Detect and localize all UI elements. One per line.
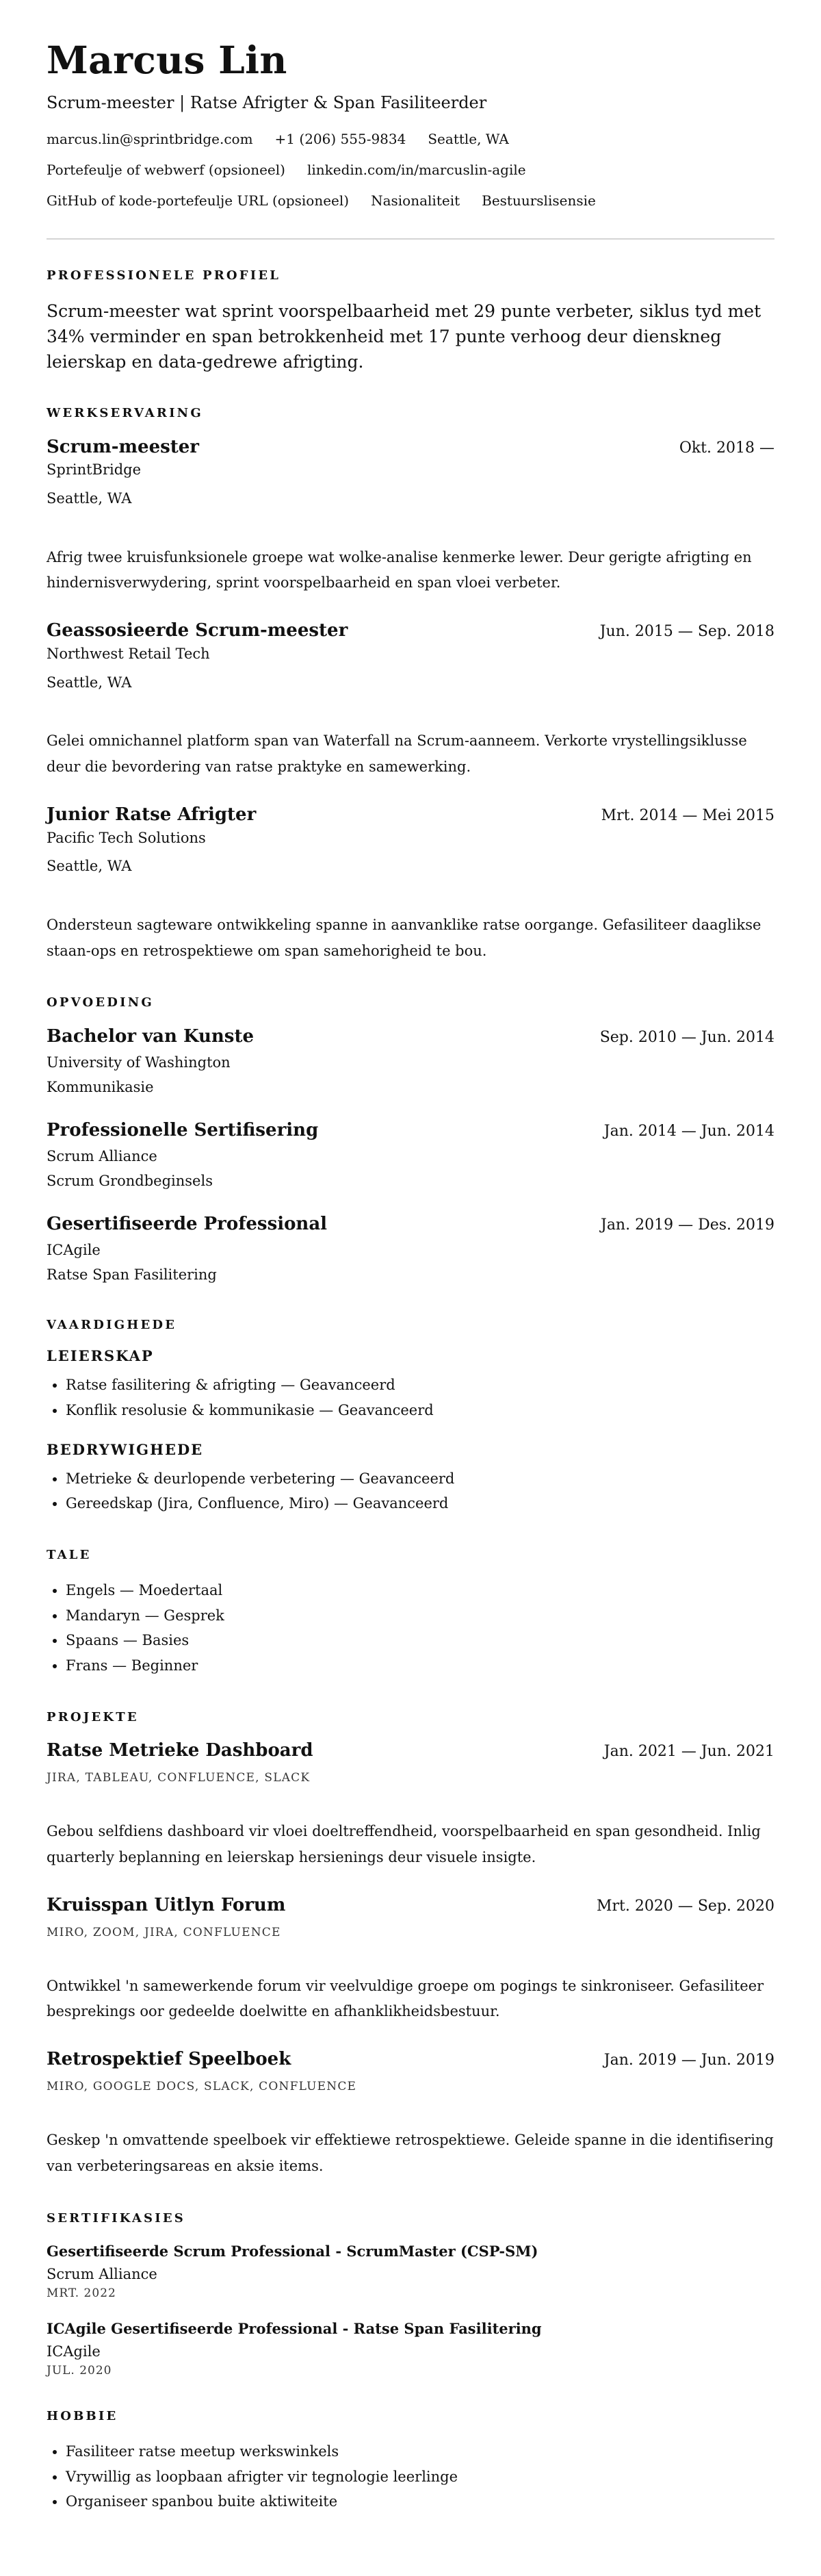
languages-section — [47, 1548, 774, 1679]
contact-row-1 — [47, 130, 774, 148]
job-company: SprintBridge — [47, 461, 142, 479]
job-title: Geassosieerde Scrum-meester — [47, 620, 348, 641]
certification-issuer: ICAgile — [47, 2343, 101, 2360]
project-dates: Jan. 2021 — Jun. 2021 — [603, 1743, 774, 1761]
education-institution: University of Washington — [47, 1054, 231, 1071]
resume-header — [47, 38, 774, 209]
contact-portfolio: Portefeulje of webwerf (opsioneel) — [47, 162, 285, 179]
job-description: Afrig twee kruisfunksionele groepe wat wolke-analise kenmerke lewer. Deur gerigte afrigting en hindernisverwydering, sprint voorspelbaarheid en span vloei verbeter. — [47, 548, 752, 591]
project-entry — [47, 1894, 774, 2025]
education-degree: Bachelor van Kunste — [47, 1025, 254, 1047]
language-item: • Spaans — Basies — [66, 1628, 774, 1653]
skill-group-title: BEDRYWIGHEDE — [47, 1440, 204, 1458]
language-item: • Frans — Beginner — [66, 1653, 774, 1679]
education-degree: Professionelle Sertifisering — [47, 1119, 319, 1140]
education-dates: Jan. 2014 — Jun. 2014 — [603, 1122, 774, 1140]
contact-location: Seattle, WA — [428, 131, 509, 148]
certification-name: ICAgile Gesertifiseerde Professional - Ratse Span Fasilitering — [47, 2320, 542, 2338]
job-location: Seattle, WA — [47, 858, 132, 875]
hobby-item: • Fasiliteer ratse meetup werkswinkels — [66, 2439, 774, 2464]
certifications-title: SERTIFIKASIES — [47, 2210, 185, 2226]
contact-email[interactable]: marcus.lin@sprintbridge.com — [47, 131, 253, 148]
skill-group-operations — [47, 1441, 774, 1517]
certification-entry — [47, 2318, 774, 2377]
skill-group-title: LEIERSKAP — [47, 1347, 154, 1365]
job-dates: Jun. 2015 — Sep. 2018 — [599, 623, 774, 641]
project-description: Geskep 'n omvattende speelboek vir effektiewe retrospektiewe. Geleide spanne in die identifisering van verbeteringsareas en aksie items. — [47, 2131, 774, 2174]
education-field: Kommunikasie — [47, 1079, 154, 1096]
skill-item: • Gereedskap (Jira, Confluence, Miro) — Geavanceerd — [66, 1491, 774, 1516]
education-institution: Scrum Alliance — [47, 1147, 157, 1164]
contact-drivers-license: Bestuurslisensie — [482, 192, 596, 209]
job-location: Seattle, WA — [47, 674, 132, 691]
profile-section — [47, 268, 774, 374]
education-dates: Jan. 2019 — Des. 2019 — [601, 1216, 774, 1234]
projects-title: PROJEKTE — [47, 1709, 139, 1724]
job-company: Pacific Tech Solutions — [47, 829, 206, 846]
contact-github: GitHub of kode-portefeulje URL (opsioneel) — [47, 192, 350, 209]
contact-linkedin[interactable]: linkedin.com/in/marcuslin-agile — [307, 162, 526, 179]
job-location: Seattle, WA — [47, 490, 132, 507]
candidate-headline: Scrum-meester | Ratse Afrigter & Span Fasiliteerder — [47, 93, 487, 113]
certification-issuer: Scrum Alliance — [47, 2265, 157, 2282]
experience-entry — [47, 804, 774, 965]
hobby-item: • Vrywillig as loopbaan afrigter vir tegnologie leerlinge — [66, 2464, 774, 2490]
education-institution: ICAgile — [47, 1241, 101, 1258]
education-entry — [47, 1119, 774, 1193]
skill-item: • Konflik resolusie & kommunikasie — Geavanceerd — [66, 1398, 774, 1423]
skill-group-leadership — [47, 1347, 774, 1423]
certifications-section — [47, 2211, 774, 2378]
certification-entry — [47, 2241, 774, 2300]
job-description: Ondersteun sagteware ontwikkeling spanne in aanvanklike ratse oorgange. Gefasiliteer daaglikse staan-ops en retrospektiewe om span samehorigheid te bou. — [47, 916, 761, 959]
profile-summary: Scrum-meester wat sprint voorspelbaarheid met 29 punte verbeter, siklus tyd met 34% verminder en span betrokkenheid met 17 punte verhoog deur dienskneg leierskap en data-gedrewe afrigting. — [47, 301, 761, 372]
education-title: OPVOEDING — [47, 995, 154, 1010]
language-item: • Mandaryn — Gesprek — [66, 1603, 774, 1629]
education-section — [47, 995, 774, 1286]
profile-title: PROFESSIONELE PROFIEL — [47, 268, 281, 283]
education-field: Ratse Span Fasilitering — [47, 1266, 217, 1284]
language-item: • Engels — Moedertaal — [66, 1578, 774, 1603]
experience-entry — [47, 436, 774, 597]
education-dates: Sep. 2010 — Jun. 2014 — [599, 1028, 774, 1046]
project-entry — [47, 2048, 774, 2179]
project-name: Ratse Metrieke Dashboard — [47, 1740, 313, 1761]
experience-section — [47, 406, 774, 964]
languages-title: TALE — [47, 1548, 92, 1563]
skills-title: VAARDIGHEDE — [47, 1317, 177, 1332]
project-tags: JIRA, TABLEAU, CONFLUENCE, SLACK — [47, 1771, 311, 1785]
projects-section — [47, 1710, 774, 2180]
project-tags: MIRO, ZOOM, JIRA, CONFLUENCE — [47, 1925, 281, 1939]
project-description: Ontwikkel 'n samewerkende forum vir veelvuldige groepe om pogings te sinkroniseer. Gefasiliteer besprekings oor gedeelde doelwitte en afhanklikheidsbestuur. — [47, 1977, 764, 2020]
certification-name: Gesertifiseerde Scrum Professional - ScrumMaster (CSP-SM) — [47, 2243, 538, 2260]
education-entry — [47, 1025, 774, 1099]
project-entry — [47, 1739, 774, 1870]
job-dates: Okt. 2018 — — [679, 439, 774, 457]
education-degree: Gesertifiseerde Professional — [47, 1213, 328, 1234]
contact-row-2 — [47, 161, 774, 179]
skill-item: • Metrieke & deurlopende verbetering — Geavanceerd — [66, 1466, 774, 1492]
project-tags: MIRO, GOOGLE DOCS, SLACK, CONFLUENCE — [47, 2079, 357, 2093]
hobby-item: • Organiseer spanbou buite aktiwiteite — [66, 2489, 774, 2514]
header-divider — [47, 238, 774, 240]
skills-section — [47, 1318, 774, 1517]
experience-title: WERKSERVARING — [47, 406, 203, 421]
contact-row-3 — [47, 192, 774, 209]
candidate-name: Marcus Lin — [47, 38, 287, 82]
certification-date: MRT. 2022 — [47, 2286, 116, 2301]
job-company: Northwest Retail Tech — [47, 646, 210, 662]
skill-item: • Ratse fasilitering & afrigting — Geavanceerd — [66, 1373, 774, 1398]
job-title: Junior Ratse Afrigter — [47, 804, 257, 825]
experience-entry — [47, 620, 774, 780]
job-description: Gelei omnichannel platform span van Waterfall na Scrum-aanneem. Verkorte vrystellingsiklusse deur die bevordering van ratse praktyke en samewerking. — [47, 732, 747, 775]
job-dates: Mrt. 2014 — Mei 2015 — [601, 806, 774, 824]
project-description: Gebou selfdiens dashboard vir vloei doeltreffendheid, voorspelbaarheid en span gesondheid. Inlig quarterly beplanning en leierskap hersienings deur visuele insigte. — [47, 1823, 761, 1865]
education-entry — [47, 1213, 774, 1286]
project-dates: Mrt. 2020 — Sep. 2020 — [597, 1897, 774, 1915]
hobbies-section — [47, 2409, 774, 2514]
job-title: Scrum-meester — [47, 436, 199, 457]
project-dates: Jan. 2019 — Jun. 2019 — [603, 2052, 774, 2069]
contact-phone[interactable]: +1 (206) 555-9834 — [274, 131, 406, 148]
education-field: Scrum Grondbeginsels — [47, 1173, 213, 1190]
hobbies-title: HOBBIE — [47, 2409, 118, 2424]
project-name: Retrospektief Speelboek — [47, 2049, 291, 2070]
project-name: Kruisspan Uitlyn Forum — [47, 1894, 286, 1915]
certification-date: JUL. 2020 — [47, 2364, 112, 2378]
contact-nationality: Nasionaliteit — [371, 192, 460, 209]
